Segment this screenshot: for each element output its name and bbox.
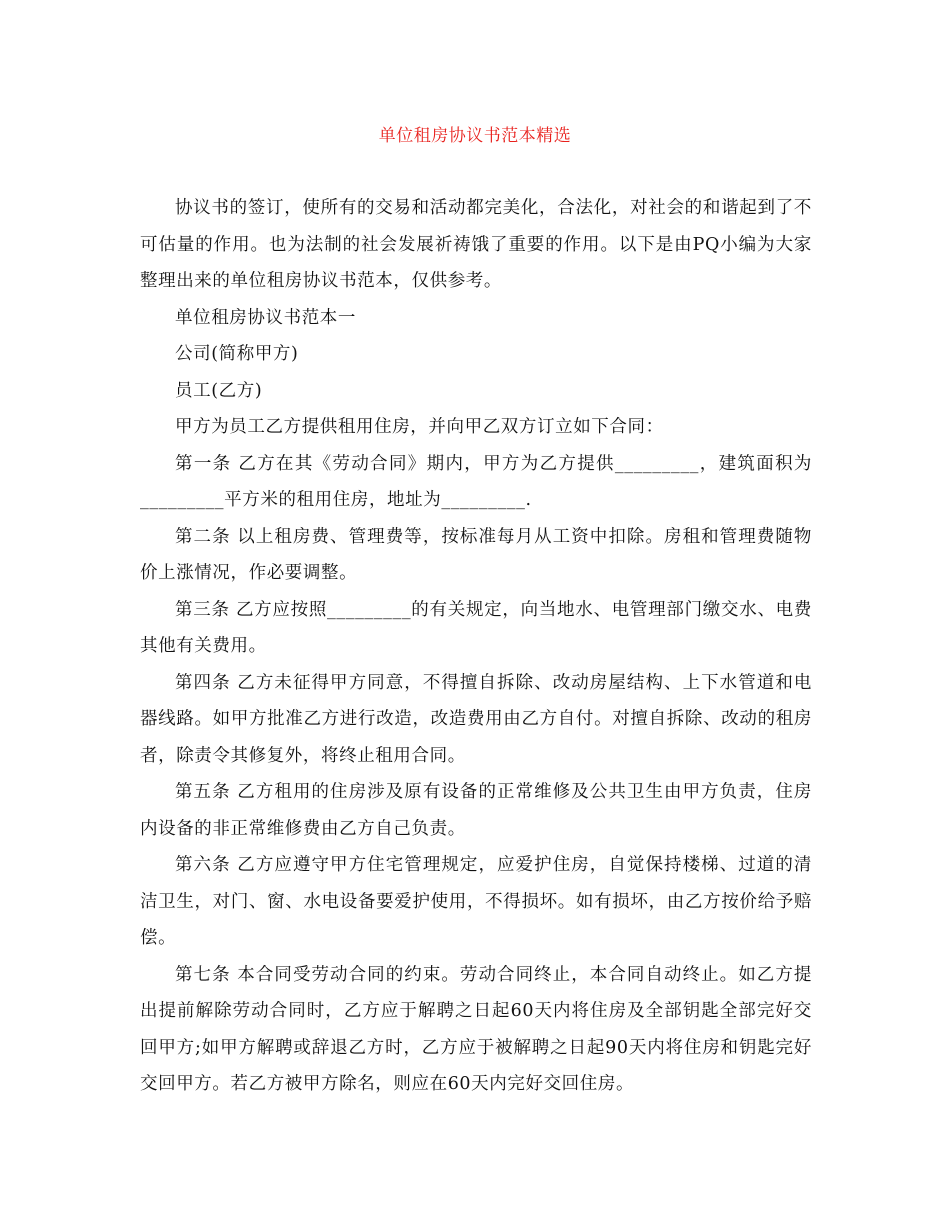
paragraph-section-heading: 单位租房协议书范本一 <box>175 307 356 328</box>
paragraph-article-1: 第一条 乙方在其《劳动合同》期内，甲方为乙方提供_________，建筑面积为_________平方米的租用住房，地址为_________. <box>140 453 812 510</box>
paragraph-article-5: 第五条 乙方租用的住房涉及原有设备的正常维修及公共卫生由甲方负责，住房内设备的非正常维修费由乙方自己负责。 <box>140 782 812 839</box>
document-body <box>140 190 812 1103</box>
paragraph-intro: 协议书的签订，使所有的交易和活动都完美化，合法化，对社会的和谐起到了不可估量的作用。也为法制的社会发展祈祷饿了重要的作用。以下是由PQ小编为大家整理出来的单位租房协议书范本，仅供参考。 <box>140 198 812 291</box>
paragraph-party-a: 公司(简称甲方) <box>175 344 299 364</box>
paragraph-article-7: 第七条 本合同受劳动合同的约束。劳动合同终止，本合同自动终止。如乙方提出提前解除劳动合同时，乙方应于解聘之日起60天内将住房及全部钥匙全部完好交回甲方;如甲方解聘或辞退乙方时，乙方应于被解聘之日起90天内将住房和钥匙完好交回甲方。若乙方被甲方除名，则应在60天内完好交回住房。 <box>140 964 812 1094</box>
paragraph-article-6: 第六条 乙方应遵守甲方住宅管理规定，应爱护住房，自觉保持楼梯、过道的清洁卫生，对门、窗、水电设备要爱护使用，不得损坏。如有损坏，由乙方按价给予赔偿。 <box>140 855 812 948</box>
paragraph-article-3: 第三条 乙方应按照_________的有关规定，向当地水、电管理部门缴交水、电费其他有关费用。 <box>140 599 812 656</box>
paragraph-article-2: 第二条 以上租房费、管理费等，按标准每月从工资中扣除。房租和管理费随物价上涨情况，作必要调整。 <box>140 526 812 583</box>
paragraph-party-b: 员工(乙方) <box>175 380 263 401</box>
paragraph-article-4: 第四条 乙方未征得甲方同意，不得擅自拆除、改动房屋结构、上下水管道和电器线路。如甲方批准乙方进行改造，改造费用由乙方自付。对擅自拆除、改动的租房者，除责令其修复外，将终止租用合同。 <box>140 672 812 766</box>
paragraph-preamble: 甲方为员工乙方提供租用住房，并向甲乙双方订立如下合同： <box>175 417 664 437</box>
document-title: 单位租房协议书范本精选 <box>378 126 572 146</box>
